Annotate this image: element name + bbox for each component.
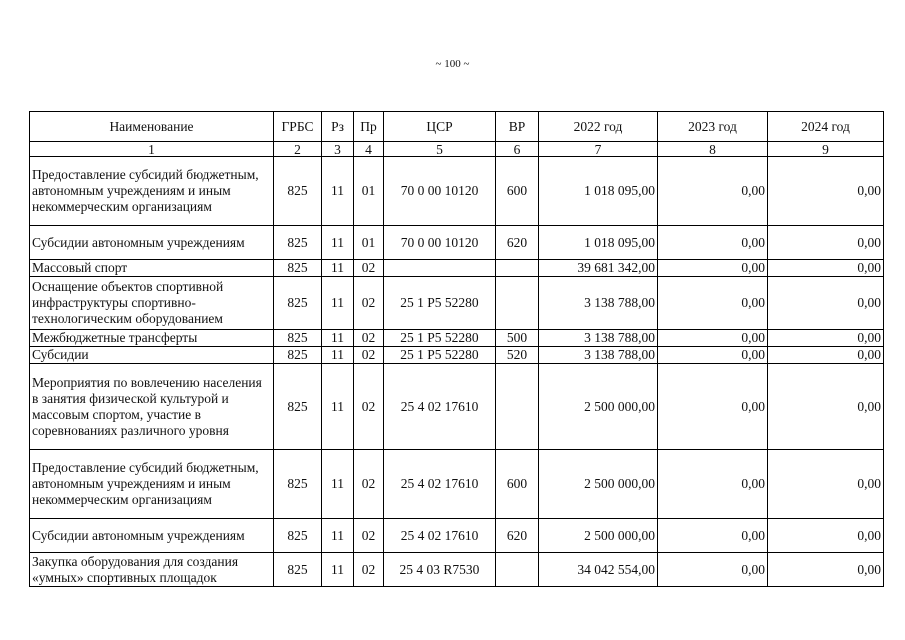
row-2023: 0,00 — [658, 519, 768, 553]
row-grbs: 825 — [274, 330, 322, 347]
row-pr: 02 — [354, 347, 384, 364]
row-2022: 3 138 788,00 — [539, 330, 658, 347]
row-name: Массовый спорт — [30, 260, 274, 277]
row-2023: 0,00 — [658, 364, 768, 450]
header-2024: 2024 год — [768, 112, 884, 142]
column-number: 5 — [384, 142, 496, 157]
column-number: 7 — [539, 142, 658, 157]
row-2023: 0,00 — [658, 330, 768, 347]
row-rz: 11 — [322, 347, 354, 364]
row-grbs: 825 — [274, 450, 322, 519]
row-csr: 25 4 02 17610 — [384, 364, 496, 450]
row-rz: 11 — [322, 553, 354, 587]
table-row — [30, 157, 884, 226]
row-grbs: 825 — [274, 519, 322, 553]
row-name: Субсидии автономным учреждениям — [30, 226, 274, 260]
row-2024: 0,00 — [768, 260, 884, 277]
row-2024: 0,00 — [768, 553, 884, 587]
row-csr: 70 0 00 10120 — [384, 157, 496, 226]
row-rz: 11 — [322, 157, 354, 226]
row-vr: 600 — [496, 157, 539, 226]
row-2022: 34 042 554,00 — [539, 553, 658, 587]
column-number: 1 — [30, 142, 274, 157]
table-row — [30, 553, 884, 587]
table-row — [30, 330, 884, 347]
row-2023: 0,00 — [658, 260, 768, 277]
table-row — [30, 226, 884, 260]
row-2024: 0,00 — [768, 519, 884, 553]
row-vr: 500 — [496, 330, 539, 347]
row-pr: 02 — [354, 277, 384, 330]
header-name: Наименование — [30, 112, 274, 142]
row-name: Предоставление субсидий бюджетным, автономным учреждениям и иным некоммерческим организациям — [30, 157, 274, 226]
row-2023: 0,00 — [658, 450, 768, 519]
table-row — [30, 260, 884, 277]
row-csr: 70 0 00 10120 — [384, 226, 496, 260]
row-2022: 3 138 788,00 — [539, 277, 658, 330]
header-2022: 2022 год — [539, 112, 658, 142]
row-rz: 11 — [322, 330, 354, 347]
row-2024: 0,00 — [768, 157, 884, 226]
table-row — [30, 519, 884, 553]
row-grbs: 825 — [274, 260, 322, 277]
header-pr: Пр — [354, 112, 384, 142]
column-number: 8 — [658, 142, 768, 157]
row-rz: 11 — [322, 450, 354, 519]
row-vr — [496, 277, 539, 330]
row-pr: 02 — [354, 364, 384, 450]
row-pr: 01 — [354, 226, 384, 260]
row-2023: 0,00 — [658, 347, 768, 364]
row-2022: 1 018 095,00 — [539, 157, 658, 226]
row-csr: 25 1 P5 52280 — [384, 277, 496, 330]
budget-table — [29, 111, 884, 587]
row-2023: 0,00 — [658, 226, 768, 260]
row-csr: 25 1 P5 52280 — [384, 330, 496, 347]
row-csr: 25 4 03 R7530 — [384, 553, 496, 587]
row-2022: 3 138 788,00 — [539, 347, 658, 364]
row-vr: 600 — [496, 450, 539, 519]
row-2022: 2 500 000,00 — [539, 519, 658, 553]
row-name: Оснащение объектов спортивной инфраструктуры спортивно-технологическим оборудованием — [30, 277, 274, 330]
row-2023: 0,00 — [658, 157, 768, 226]
row-pr: 02 — [354, 553, 384, 587]
row-grbs: 825 — [274, 553, 322, 587]
row-pr: 02 — [354, 330, 384, 347]
header-rz: Рз — [322, 112, 354, 142]
header-vr: ВР — [496, 112, 539, 142]
row-2023: 0,00 — [658, 277, 768, 330]
row-2024: 0,00 — [768, 364, 884, 450]
row-name: Закупка оборудования для создания «умных» спортивных площадок — [30, 553, 274, 587]
row-rz: 11 — [322, 364, 354, 450]
row-vr — [496, 553, 539, 587]
table-row — [30, 347, 884, 364]
row-2022: 39 681 342,00 — [539, 260, 658, 277]
row-csr: 25 4 02 17610 — [384, 450, 496, 519]
row-rz: 11 — [322, 260, 354, 277]
row-csr: 25 1 P5 52280 — [384, 347, 496, 364]
row-grbs: 825 — [274, 364, 322, 450]
table-row — [30, 277, 884, 330]
row-2022: 2 500 000,00 — [539, 364, 658, 450]
column-number: 2 — [274, 142, 322, 157]
row-2022: 2 500 000,00 — [539, 450, 658, 519]
row-vr: 620 — [496, 226, 539, 260]
column-number-row — [30, 142, 884, 157]
row-2023: 0,00 — [658, 553, 768, 587]
page-number: ~ 100 ~ — [435, 58, 470, 70]
row-name: Субсидии — [30, 347, 274, 364]
row-grbs: 825 — [274, 226, 322, 260]
row-name: Предоставление субсидий бюджетным, автономным учреждениям и иным некоммерческим организациям — [30, 450, 274, 519]
row-pr: 02 — [354, 519, 384, 553]
column-number: 3 — [322, 142, 354, 157]
table-row — [30, 364, 884, 450]
header-csr: ЦСР — [384, 112, 496, 142]
row-vr — [496, 260, 539, 277]
row-vr — [496, 364, 539, 450]
row-rz: 11 — [322, 519, 354, 553]
row-2024: 0,00 — [768, 450, 884, 519]
row-2024: 0,00 — [768, 330, 884, 347]
column-number: 9 — [768, 142, 884, 157]
row-rz: 11 — [322, 226, 354, 260]
row-pr: 02 — [354, 260, 384, 277]
row-csr: 25 4 02 17610 — [384, 519, 496, 553]
row-2024: 0,00 — [768, 226, 884, 260]
row-grbs: 825 — [274, 277, 322, 330]
row-rz: 11 — [322, 277, 354, 330]
header-grbs: ГРБС — [274, 112, 322, 142]
row-2024: 0,00 — [768, 277, 884, 330]
row-vr: 620 — [496, 519, 539, 553]
row-grbs: 825 — [274, 347, 322, 364]
column-number: 4 — [354, 142, 384, 157]
row-name: Субсидии автономным учреждениям — [30, 519, 274, 553]
row-2022: 1 018 095,00 — [539, 226, 658, 260]
column-number: 6 — [496, 142, 539, 157]
row-pr: 01 — [354, 157, 384, 226]
header-row — [30, 112, 884, 142]
row-grbs: 825 — [274, 157, 322, 226]
row-name: Мероприятия по вовлечению населения в занятия физической культурой и массовым спортом, участие в соревнованиях различного уровня — [30, 364, 274, 450]
row-pr: 02 — [354, 450, 384, 519]
header-2023: 2023 год — [658, 112, 768, 142]
row-name: Межбюджетные трансферты — [30, 330, 274, 347]
row-vr: 520 — [496, 347, 539, 364]
row-csr — [384, 260, 496, 277]
row-2024: 0,00 — [768, 347, 884, 364]
table-row — [30, 450, 884, 519]
